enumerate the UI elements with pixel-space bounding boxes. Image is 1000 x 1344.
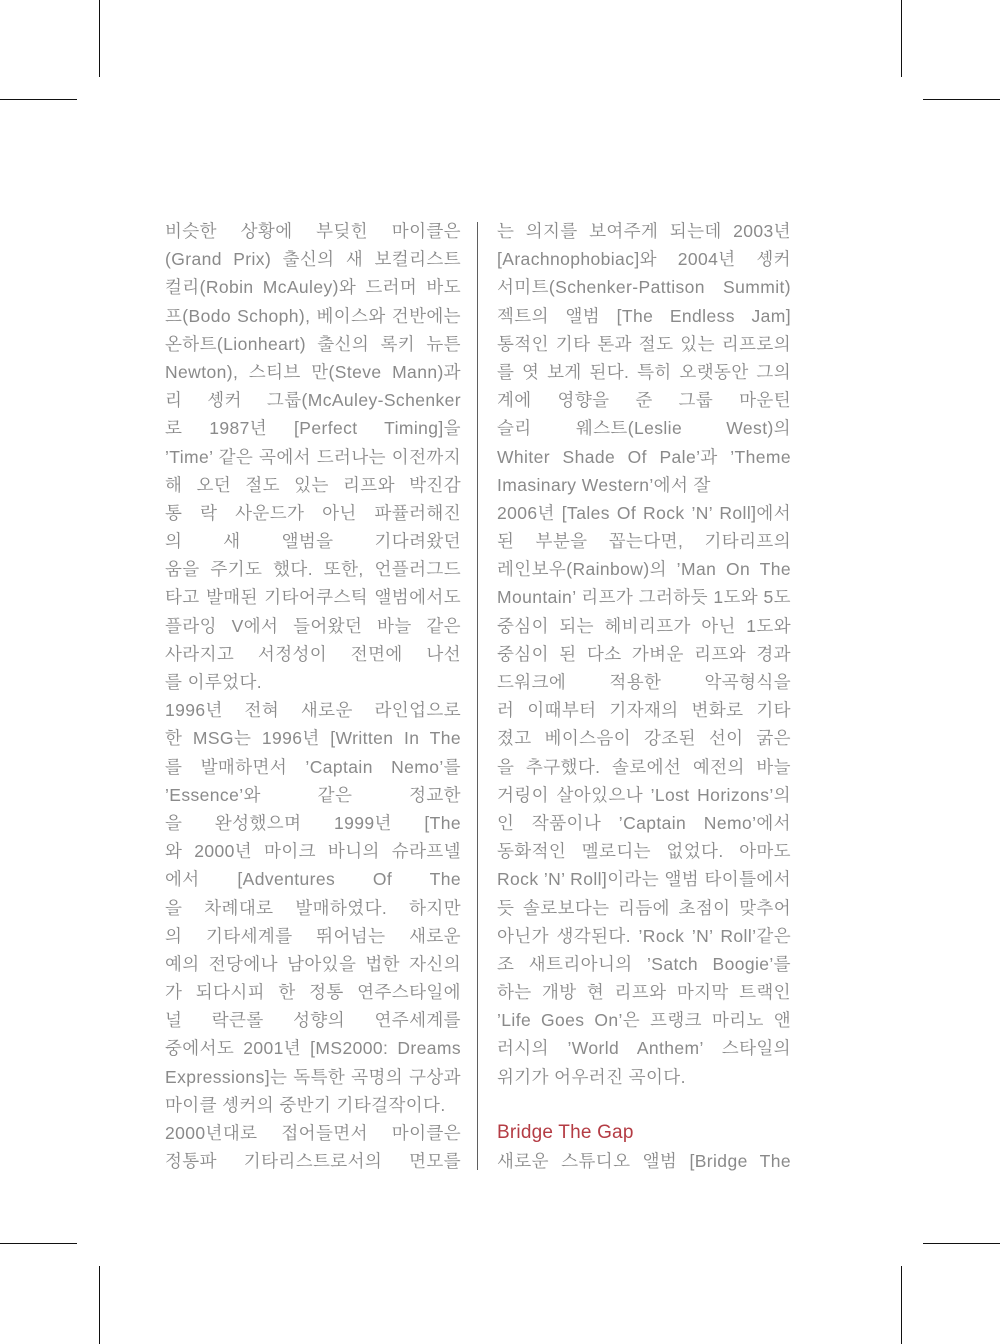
section-heading: Bridge The Gap [497, 1122, 634, 1143]
text-line: 을 차례대로 발매하였다. 하지만 [165, 897, 461, 918]
text-line: 로 1987년 [Perfect Timing]을 [165, 418, 461, 439]
text-line: Whiter Shade Of Pale’과 ’Theme [497, 446, 791, 467]
text-line: 통적인 기타 톤과 절도 있는 리프로의 [497, 333, 791, 354]
text-line: 프(Bodo Schoph), 베이스와 건반에는 [165, 305, 461, 326]
text-line: 아닌가 생각된다. ’Rock ’N’ Roll’같은 [497, 925, 791, 946]
text-line: 널 락큰롤 성향의 연주세계를 [165, 1010, 461, 1031]
text-line: Mountain’ 리프가 그러하듯 1도와 5도 [497, 587, 791, 608]
text-line: ’Time’ 같은 곡에서 드러나는 이전까지 [165, 446, 461, 467]
text-line: 을 완성했으며 1999년 [The [165, 812, 461, 833]
crop-mark-top-right-vertical [901, 0, 902, 77]
text-line: 드워크에 적용한 악곡형식을 [497, 672, 791, 692]
crop-mark-bottom-left-vertical [99, 1266, 100, 1344]
crop-mark-top-left-vertical [99, 0, 100, 77]
text-line: 를 엿 보게 된다. 특히 오랫동안 그의 [497, 361, 791, 382]
text-line: 젝트의 앨범 [The Endless Jam] [497, 305, 791, 326]
text-line: 정통파 기타리스트로서의 면모를 [165, 1151, 461, 1172]
text-line: 위기가 어우러진 곡이다. [497, 1066, 686, 1087]
crop-mark-bottom-right-vertical [901, 1266, 902, 1344]
text-line: 인 작품이나 ’Captain Nemo’에서 [497, 812, 791, 833]
text-line: 하는 개방 현 리프와 마지막 트랙인 [497, 982, 791, 1003]
text-line: Expressions]는 독특한 곡명의 구상과 [165, 1066, 461, 1087]
crop-mark-top-left-horizontal [0, 99, 77, 100]
text-line: 듯 솔로보다는 리듬에 초점이 맞추어 [497, 897, 791, 918]
text-line: 비슷한 상황에 부딪힌 마이클은 [165, 221, 461, 241]
text-line: 거링이 살아있으나 ’Lost Horizons’의 [497, 784, 791, 805]
text-line: 2000년대로 접어들면서 마이클은 [165, 1123, 461, 1143]
text-line: 타고 발매된 기타어쿠스틱 앨범에서도 [165, 587, 461, 608]
text-line: 통 락 사운드가 아닌 파퓰러해진 [165, 502, 461, 523]
crop-mark-bottom-right-horizontal [923, 1243, 1000, 1244]
text-line: 컬리(Robin McAuley)와 드러머 바도 [165, 277, 461, 298]
text-line: 러 이때부터 기자재의 변화로 기타 [497, 700, 791, 721]
column-divider-rule [477, 222, 478, 1170]
text-line: 에서 [Adventures Of The [165, 869, 461, 890]
text-line: 를 이루었다. [165, 672, 263, 692]
right-text-column [497, 217, 791, 1175]
text-line: 의 새 앨범을 기다려왔던 [165, 531, 461, 552]
text-line: 마이클 솅커의 중반기 기타걸작이다. [165, 1094, 446, 1115]
text-line: 사라지고 서정성이 전면에 나선 [165, 643, 461, 664]
left-text-column [165, 217, 461, 1175]
text-line: 중심이 된 다소 가벼운 리프와 경과 [497, 643, 791, 664]
text-line: 1996년 전혀 새로운 라인업으로 [165, 700, 461, 721]
text-line: Newton), 스티브 만(Steve Mann)과 [165, 361, 461, 382]
text-line: 중심이 되는 헤비리프가 아닌 1도와 [497, 615, 791, 636]
text-line: 를 발매하면서 ’Captain Nemo’를 [165, 756, 461, 777]
crop-mark-bottom-left-horizontal [0, 1243, 77, 1244]
text-line: 동화적인 멜로디는 없었다. 아마도 [497, 841, 791, 862]
text-line: 는 의지를 보여주게 되는데 2003년 [497, 221, 791, 241]
text-line: 가 되다시피 한 정통 연주스타일에 [165, 982, 461, 1003]
text-line: 계에 영향을 준 그룹 마운틴 [497, 390, 791, 411]
text-line: 플라잉 V에서 들어왔던 바늘 같은 [165, 615, 461, 636]
text-line: 레인보우(Rainbow)의 ’Man On The [497, 559, 791, 580]
text-line: ’Life Goes On’은 프랭크 마리노 앤 [497, 1010, 791, 1031]
text-line: [Arachnophobiac]와 2004년 솅커 [497, 249, 791, 270]
text-line: 움을 주기도 했다. 또한, 언플러그드 [165, 559, 461, 580]
text-line: 졌고 베이스음이 강조된 선이 굵은 [497, 728, 791, 749]
text-line: 예의 전당에나 남아있을 법한 자신의 [165, 953, 461, 974]
text-line: 와 2000년 마이크 바니의 슈라프넬 [165, 841, 461, 862]
text-line: 리 솅커 그룹(McAuley-Schenker [165, 390, 461, 411]
text-line: 2006년 [Tales Of Rock ’N’ Roll]에서 [497, 502, 791, 523]
text-line: 을 추구했다. 솔로에선 예전의 바늘 [497, 756, 791, 777]
text-line: 서미트(Schenker-Pattison Summit) [497, 277, 791, 298]
text-line: 러시의 ’World Anthem’ 스타일의 [497, 1038, 791, 1059]
text-line: 된 부분을 꼽는다면, 기타리프의 [497, 531, 791, 552]
text-line: 한 MSG는 1996년 [Written In The [165, 728, 461, 749]
text-line: 의 기타세계를 뛰어넘는 새로운 [165, 925, 461, 946]
text-line: Imasinary Western’에서 잘 [497, 474, 711, 495]
crop-mark-top-right-horizontal [923, 99, 1000, 100]
text-line: 새로운 스튜디오 앨범 [Bridge The [497, 1151, 791, 1172]
text-line: Rock ’N’ Roll]이라는 앨범 타이틀에서 [497, 869, 791, 890]
text-line: 슬리 웨스트(Leslie West)의 [497, 418, 791, 439]
text-line: 조 새트리아니의 ’Satch Boogie’를 [497, 953, 791, 974]
text-line: (Grand Prix) 출신의 새 보컬리스트 [165, 249, 461, 270]
text-line: 중에서도 2001년 [MS2000: Dreams [165, 1038, 461, 1059]
text-line: ’Essence’와 같은 정교한 [165, 784, 461, 805]
text-line: 온하트(Lionheart) 출신의 록키 뉴튼 [165, 333, 461, 354]
text-line: 해 오던 절도 있는 리프와 박진감 [165, 474, 461, 495]
blank-line [497, 1091, 791, 1119]
